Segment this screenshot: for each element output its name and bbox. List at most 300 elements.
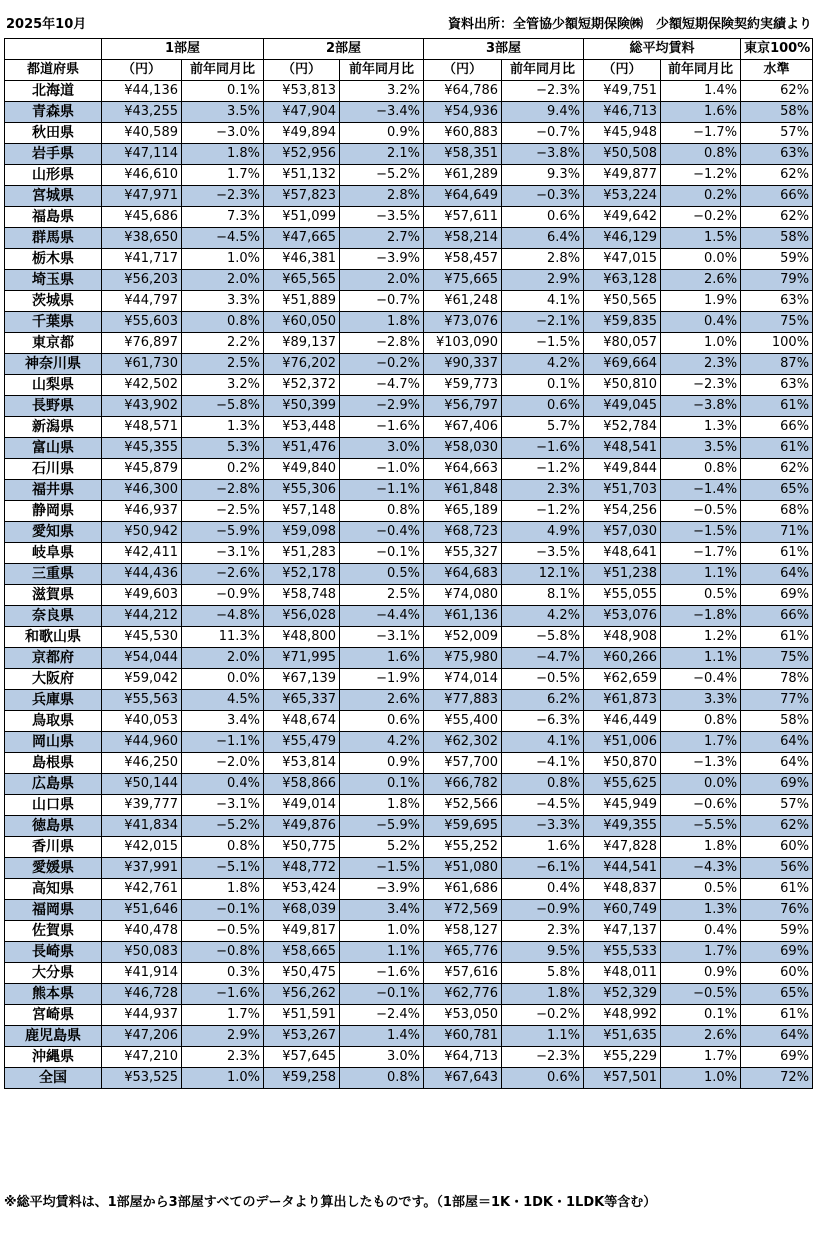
rent-average-cell: ¥49,877 (584, 165, 661, 186)
tokyo-index-cell: 66% (741, 606, 813, 627)
table-row (5, 942, 813, 963)
tokyo-index-cell: 68% (741, 501, 813, 522)
yoy-1room-cell: 2.2% (182, 333, 264, 354)
yoy-3room-cell: 12.1% (502, 564, 584, 585)
rent-2room-cell: ¥46,381 (264, 249, 340, 270)
tokyo-index-cell: 66% (741, 417, 813, 438)
prefecture-cell: 岐阜県 (5, 543, 102, 564)
tokyo-index-cell: 59% (741, 249, 813, 270)
yoy-1room-cell: 7.3% (182, 207, 264, 228)
rent-average-cell: ¥51,635 (584, 1026, 661, 1047)
prefecture-cell: 熊本県 (5, 984, 102, 1005)
rent-2room-cell: ¥51,099 (264, 207, 340, 228)
tokyo-index-cell: 64% (741, 1026, 813, 1047)
tokyo-index-cell: 69% (741, 585, 813, 606)
yoy-average-cell: 1.7% (661, 942, 741, 963)
rent-1room-cell: ¥59,042 (102, 669, 182, 690)
yoy-3room-cell: 9.3% (502, 165, 584, 186)
yoy-2room-cell: −1.9% (340, 669, 424, 690)
rent-1room-cell: ¥51,646 (102, 900, 182, 921)
yoy-1room-cell: 1.8% (182, 144, 264, 165)
yoy-average-cell: 1.0% (661, 333, 741, 354)
yoy-2room-cell: 2.5% (340, 585, 424, 606)
tokyo-index-cell: 64% (741, 753, 813, 774)
yoy-average-cell: −0.6% (661, 795, 741, 816)
table-row (5, 270, 813, 291)
rent-3room-cell: ¥51,080 (424, 858, 502, 879)
table-row (5, 81, 813, 102)
yoy-average-cell: 1.8% (661, 837, 741, 858)
yoy-1room-cell: 3.4% (182, 711, 264, 732)
sub-header-yen: （円） (264, 60, 340, 81)
yoy-3room-cell: −0.9% (502, 900, 584, 921)
rent-1room-cell: ¥48,571 (102, 417, 182, 438)
yoy-2room-cell: 1.6% (340, 648, 424, 669)
yoy-average-cell: 0.8% (661, 144, 741, 165)
tokyo-index-cell: 62% (741, 207, 813, 228)
rent-average-cell: ¥61,873 (584, 690, 661, 711)
yoy-1room-cell: 0.0% (182, 669, 264, 690)
rent-2room-cell: ¥51,889 (264, 291, 340, 312)
rent-average-cell: ¥80,057 (584, 333, 661, 354)
rent-3room-cell: ¥59,773 (424, 375, 502, 396)
yoy-3room-cell: 1.8% (502, 984, 584, 1005)
yoy-2room-cell: 1.8% (340, 795, 424, 816)
rent-average-cell: ¥46,449 (584, 711, 661, 732)
rent-average-cell: ¥48,992 (584, 1005, 661, 1026)
rent-2room-cell: ¥49,014 (264, 795, 340, 816)
rent-2room-cell: ¥51,591 (264, 1005, 340, 1026)
rent-3room-cell: ¥56,797 (424, 396, 502, 417)
yoy-3room-cell: −2.3% (502, 81, 584, 102)
yoy-1room-cell: −2.5% (182, 501, 264, 522)
sub-header-level: 水準 (741, 60, 813, 81)
rent-1room-cell: ¥43,255 (102, 102, 182, 123)
sub-header-yoy: 前年同月比 (661, 60, 741, 81)
rent-2room-cell: ¥56,028 (264, 606, 340, 627)
yoy-1room-cell: 2.5% (182, 354, 264, 375)
table-row (5, 1068, 813, 1089)
rent-average-cell: ¥57,501 (584, 1068, 661, 1089)
rent-1room-cell: ¥44,212 (102, 606, 182, 627)
table-row (5, 669, 813, 690)
tokyo-index-cell: 63% (741, 144, 813, 165)
rent-2room-cell: ¥52,372 (264, 375, 340, 396)
rent-3room-cell: ¥75,980 (424, 648, 502, 669)
rent-2room-cell: ¥58,748 (264, 585, 340, 606)
tokyo-index-cell: 75% (741, 312, 813, 333)
yoy-average-cell: 1.3% (661, 900, 741, 921)
rent-3room-cell: ¥61,248 (424, 291, 502, 312)
rent-2room-cell: ¥51,132 (264, 165, 340, 186)
yoy-2room-cell: −3.9% (340, 879, 424, 900)
yoy-average-cell: 0.9% (661, 963, 741, 984)
table-row (5, 984, 813, 1005)
tokyo-index-cell: 58% (741, 102, 813, 123)
yoy-3room-cell: −4.7% (502, 648, 584, 669)
rent-2room-cell: ¥50,399 (264, 396, 340, 417)
rent-2room-cell: ¥65,337 (264, 690, 340, 711)
yoy-2room-cell: −1.5% (340, 858, 424, 879)
rent-3room-cell: ¥67,643 (424, 1068, 502, 1089)
table-row (5, 732, 813, 753)
yoy-3room-cell: 0.8% (502, 774, 584, 795)
rent-3room-cell: ¥65,776 (424, 942, 502, 963)
yoy-1room-cell: −0.1% (182, 900, 264, 921)
rent-3room-cell: ¥68,723 (424, 522, 502, 543)
yoy-1room-cell: 2.9% (182, 1026, 264, 1047)
yoy-3room-cell: −0.3% (502, 186, 584, 207)
rent-2room-cell: ¥53,814 (264, 753, 340, 774)
rent-average-cell: ¥47,828 (584, 837, 661, 858)
yoy-1room-cell: 2.3% (182, 1047, 264, 1068)
tokyo-index-cell: 60% (741, 963, 813, 984)
rent-average-cell: ¥49,045 (584, 396, 661, 417)
rent-average-cell: ¥51,703 (584, 480, 661, 501)
rent-2room-cell: ¥59,098 (264, 522, 340, 543)
rent-1room-cell: ¥47,114 (102, 144, 182, 165)
yoy-2room-cell: −2.4% (340, 1005, 424, 1026)
rent-1room-cell: ¥42,761 (102, 879, 182, 900)
rent-1room-cell: ¥55,563 (102, 690, 182, 711)
tokyo-index-cell: 71% (741, 522, 813, 543)
prefecture-cell: 福井県 (5, 480, 102, 501)
rent-2room-cell: ¥49,894 (264, 123, 340, 144)
yoy-average-cell: 1.1% (661, 564, 741, 585)
rent-3room-cell: ¥61,686 (424, 879, 502, 900)
prefecture-cell: 愛媛県 (5, 858, 102, 879)
rent-1room-cell: ¥46,250 (102, 753, 182, 774)
yoy-1room-cell: −3.1% (182, 795, 264, 816)
yoy-1room-cell: −0.9% (182, 585, 264, 606)
table-row (5, 1005, 813, 1026)
prefecture-cell: 佐賀県 (5, 921, 102, 942)
yoy-1room-cell: 1.3% (182, 417, 264, 438)
rent-3room-cell: ¥67,406 (424, 417, 502, 438)
yoy-2room-cell: 3.0% (340, 438, 424, 459)
tokyo-index-cell: 58% (741, 228, 813, 249)
rent-3room-cell: ¥55,327 (424, 543, 502, 564)
rent-2room-cell: ¥71,995 (264, 648, 340, 669)
yoy-2room-cell: −5.2% (340, 165, 424, 186)
tokyo-index-cell: 61% (741, 1005, 813, 1026)
rent-average-cell: ¥54,256 (584, 501, 661, 522)
table-row (5, 207, 813, 228)
table-row (5, 543, 813, 564)
group-header-average: 総平均賃料 (584, 39, 741, 60)
yoy-average-cell: −0.2% (661, 207, 741, 228)
tokyo-index-cell: 72% (741, 1068, 813, 1089)
rent-average-cell: ¥57,030 (584, 522, 661, 543)
yoy-3room-cell: −0.7% (502, 123, 584, 144)
rent-average-cell: ¥60,266 (584, 648, 661, 669)
yoy-average-cell: 1.2% (661, 627, 741, 648)
rent-average-cell: ¥50,870 (584, 753, 661, 774)
yoy-average-cell: 1.6% (661, 102, 741, 123)
tokyo-index-cell: 61% (741, 879, 813, 900)
yoy-2room-cell: 0.8% (340, 1068, 424, 1089)
yoy-1room-cell: −5.1% (182, 858, 264, 879)
tokyo-index-cell: 77% (741, 690, 813, 711)
rent-average-cell: ¥48,011 (584, 963, 661, 984)
yoy-2room-cell: 0.8% (340, 501, 424, 522)
tokyo-index-cell: 62% (741, 165, 813, 186)
rent-1room-cell: ¥47,971 (102, 186, 182, 207)
rent-1room-cell: ¥40,478 (102, 921, 182, 942)
yoy-1room-cell: 0.4% (182, 774, 264, 795)
rent-table (4, 38, 813, 1089)
prefecture-cell: 北海道 (5, 81, 102, 102)
rent-1room-cell: ¥41,717 (102, 249, 182, 270)
tokyo-index-cell: 78% (741, 669, 813, 690)
rent-3room-cell: ¥59,695 (424, 816, 502, 837)
tokyo-index-cell: 87% (741, 354, 813, 375)
report-header (4, 14, 812, 36)
prefecture-cell: 千葉県 (5, 312, 102, 333)
yoy-2room-cell: 2.1% (340, 144, 424, 165)
yoy-1room-cell: 0.8% (182, 312, 264, 333)
table-row (5, 165, 813, 186)
prefecture-cell: 岡山県 (5, 732, 102, 753)
rent-2room-cell: ¥53,424 (264, 879, 340, 900)
table-row (5, 690, 813, 711)
table-row (5, 816, 813, 837)
yoy-3room-cell: −3.3% (502, 816, 584, 837)
rent-1room-cell: ¥43,902 (102, 396, 182, 417)
yoy-3room-cell: 2.8% (502, 249, 584, 270)
yoy-1room-cell: −3.1% (182, 543, 264, 564)
table-row (5, 648, 813, 669)
yoy-2room-cell: 0.6% (340, 711, 424, 732)
yoy-1room-cell: 3.3% (182, 291, 264, 312)
yoy-1room-cell: −5.9% (182, 522, 264, 543)
yoy-2room-cell: 0.1% (340, 774, 424, 795)
tokyo-index-cell: 75% (741, 648, 813, 669)
yoy-2room-cell: −0.4% (340, 522, 424, 543)
tokyo-index-cell: 62% (741, 459, 813, 480)
table-row (5, 144, 813, 165)
tokyo-index-cell: 62% (741, 81, 813, 102)
prefecture-cell: 高知県 (5, 879, 102, 900)
rent-2room-cell: ¥53,448 (264, 417, 340, 438)
prefecture-cell: 秋田県 (5, 123, 102, 144)
yoy-3room-cell: 4.2% (502, 354, 584, 375)
rent-1room-cell: ¥53,525 (102, 1068, 182, 1089)
table-row (5, 585, 813, 606)
yoy-average-cell: 1.5% (661, 228, 741, 249)
yoy-2room-cell: 1.1% (340, 942, 424, 963)
yoy-1room-cell: 1.7% (182, 1005, 264, 1026)
yoy-average-cell: 0.4% (661, 921, 741, 942)
rent-1room-cell: ¥76,897 (102, 333, 182, 354)
yoy-2room-cell: 3.0% (340, 1047, 424, 1068)
yoy-3room-cell: 4.1% (502, 732, 584, 753)
yoy-1room-cell: 3.5% (182, 102, 264, 123)
rent-3room-cell: ¥57,700 (424, 753, 502, 774)
yoy-average-cell: −0.5% (661, 984, 741, 1005)
rent-1room-cell: ¥39,777 (102, 795, 182, 816)
rent-1room-cell: ¥44,797 (102, 291, 182, 312)
rent-1room-cell: ¥46,937 (102, 501, 182, 522)
yoy-1room-cell: −1.6% (182, 984, 264, 1005)
yoy-average-cell: 1.1% (661, 648, 741, 669)
yoy-1room-cell: 3.2% (182, 375, 264, 396)
yoy-3room-cell: 0.6% (502, 396, 584, 417)
rent-3room-cell: ¥61,136 (424, 606, 502, 627)
yoy-3room-cell: −6.1% (502, 858, 584, 879)
rent-1room-cell: ¥45,879 (102, 459, 182, 480)
yoy-2room-cell: −5.9% (340, 816, 424, 837)
sub-header-row (5, 60, 813, 81)
rent-3room-cell: ¥103,090 (424, 333, 502, 354)
yoy-3room-cell: 4.9% (502, 522, 584, 543)
yoy-3room-cell: 2.3% (502, 921, 584, 942)
rent-2room-cell: ¥49,876 (264, 816, 340, 837)
tokyo-index-cell: 66% (741, 186, 813, 207)
yoy-1room-cell: 0.8% (182, 837, 264, 858)
prefecture-cell: 岩手県 (5, 144, 102, 165)
rent-2room-cell: ¥76,202 (264, 354, 340, 375)
rent-average-cell: ¥45,948 (584, 123, 661, 144)
tokyo-index-cell: 65% (741, 480, 813, 501)
table-row (5, 291, 813, 312)
tokyo-index-cell: 59% (741, 921, 813, 942)
yoy-2room-cell: −0.2% (340, 354, 424, 375)
yoy-2room-cell: −2.9% (340, 396, 424, 417)
rent-2room-cell: ¥57,148 (264, 501, 340, 522)
yoy-1room-cell: 1.8% (182, 879, 264, 900)
prefecture-cell: 三重県 (5, 564, 102, 585)
yoy-2room-cell: 1.8% (340, 312, 424, 333)
yoy-2room-cell: 0.9% (340, 123, 424, 144)
rent-1room-cell: ¥46,300 (102, 480, 182, 501)
tokyo-index-cell: 79% (741, 270, 813, 291)
yoy-average-cell: 2.3% (661, 354, 741, 375)
prefecture-cell: 大分県 (5, 963, 102, 984)
group-header-row (5, 39, 813, 60)
tokyo-index-cell: 69% (741, 774, 813, 795)
rent-average-cell: ¥50,508 (584, 144, 661, 165)
yoy-3room-cell: 6.2% (502, 690, 584, 711)
yoy-average-cell: 3.3% (661, 690, 741, 711)
yoy-3room-cell: 0.4% (502, 879, 584, 900)
yoy-3room-cell: −1.6% (502, 438, 584, 459)
yoy-average-cell: 0.2% (661, 186, 741, 207)
table-row (5, 438, 813, 459)
tokyo-index-cell: 62% (741, 816, 813, 837)
footnote: ※総平均賃料は、1部屋から3部屋すべてのデータより算出したものです。（1部屋＝1K・1DK・1LDK等含む） (4, 1195, 657, 1210)
yoy-1room-cell: −0.5% (182, 921, 264, 942)
rent-1room-cell: ¥44,937 (102, 1005, 182, 1026)
yoy-2room-cell: 5.2% (340, 837, 424, 858)
yoy-average-cell: 2.6% (661, 1026, 741, 1047)
yoy-average-cell: 2.6% (661, 270, 741, 291)
rent-2room-cell: ¥50,775 (264, 837, 340, 858)
rent-1room-cell: ¥45,686 (102, 207, 182, 228)
tokyo-index-cell: 76% (741, 900, 813, 921)
table-row (5, 774, 813, 795)
sub-header-yoy: 前年同月比 (502, 60, 584, 81)
rent-3room-cell: ¥58,457 (424, 249, 502, 270)
table-row (5, 396, 813, 417)
yoy-2room-cell: 3.2% (340, 81, 424, 102)
rent-2room-cell: ¥58,866 (264, 774, 340, 795)
yoy-2room-cell: 2.0% (340, 270, 424, 291)
yoy-3room-cell: −3.8% (502, 144, 584, 165)
sub-header-yoy: 前年同月比 (182, 60, 264, 81)
rent-1room-cell: ¥42,502 (102, 375, 182, 396)
yoy-3room-cell: −3.5% (502, 543, 584, 564)
corner-cell (5, 39, 102, 60)
prefecture-cell: 全国 (5, 1068, 102, 1089)
rent-average-cell: ¥45,949 (584, 795, 661, 816)
tokyo-index-cell: 61% (741, 627, 813, 648)
yoy-3room-cell: 5.8% (502, 963, 584, 984)
yoy-average-cell: 0.8% (661, 711, 741, 732)
yoy-1room-cell: −4.5% (182, 228, 264, 249)
rent-2room-cell: ¥60,050 (264, 312, 340, 333)
prefecture-cell: 広島県 (5, 774, 102, 795)
tokyo-index-cell: 69% (741, 942, 813, 963)
rent-3room-cell: ¥65,189 (424, 501, 502, 522)
prefecture-cell: 栃木県 (5, 249, 102, 270)
rent-1room-cell: ¥42,015 (102, 837, 182, 858)
yoy-2room-cell: 0.5% (340, 564, 424, 585)
rent-average-cell: ¥47,015 (584, 249, 661, 270)
rent-1room-cell: ¥38,650 (102, 228, 182, 249)
prefecture-cell: 和歌山県 (5, 627, 102, 648)
yoy-3room-cell: −1.5% (502, 333, 584, 354)
prefecture-cell: 山梨県 (5, 375, 102, 396)
yoy-2room-cell: 1.4% (340, 1026, 424, 1047)
table-row (5, 900, 813, 921)
rent-3room-cell: ¥60,883 (424, 123, 502, 144)
table-row (5, 417, 813, 438)
rent-2room-cell: ¥57,823 (264, 186, 340, 207)
yoy-1room-cell: 1.0% (182, 1068, 264, 1089)
prefecture-cell: 香川県 (5, 837, 102, 858)
rent-3room-cell: ¥52,566 (424, 795, 502, 816)
yoy-3room-cell: −5.8% (502, 627, 584, 648)
prefecture-cell: 京都府 (5, 648, 102, 669)
yoy-2room-cell: −1.6% (340, 417, 424, 438)
rent-2room-cell: ¥49,840 (264, 459, 340, 480)
yoy-3room-cell: 9.4% (502, 102, 584, 123)
sub-header-prefecture: 都道府県 (5, 60, 102, 81)
table-row (5, 627, 813, 648)
rent-3room-cell: ¥60,781 (424, 1026, 502, 1047)
rent-average-cell: ¥50,810 (584, 375, 661, 396)
rent-3room-cell: ¥66,782 (424, 774, 502, 795)
rent-average-cell: ¥49,844 (584, 459, 661, 480)
rent-average-cell: ¥59,835 (584, 312, 661, 333)
rent-average-cell: ¥51,238 (584, 564, 661, 585)
data-source: 資料出所：全管協少額短期保険㈱ 少額短期保険契約実績より (447, 17, 812, 32)
tokyo-index-cell: 64% (741, 732, 813, 753)
rent-2room-cell: ¥51,476 (264, 438, 340, 459)
prefecture-cell: 島根県 (5, 753, 102, 774)
rent-average-cell: ¥55,055 (584, 585, 661, 606)
yoy-3room-cell: 0.6% (502, 207, 584, 228)
prefecture-cell: 富山県 (5, 438, 102, 459)
prefecture-cell: 沖縄県 (5, 1047, 102, 1068)
prefecture-cell: 大阪府 (5, 669, 102, 690)
rent-1room-cell: ¥40,589 (102, 123, 182, 144)
table-row (5, 522, 813, 543)
rent-2room-cell: ¥47,665 (264, 228, 340, 249)
table-row (5, 312, 813, 333)
yoy-3room-cell: 1.1% (502, 1026, 584, 1047)
